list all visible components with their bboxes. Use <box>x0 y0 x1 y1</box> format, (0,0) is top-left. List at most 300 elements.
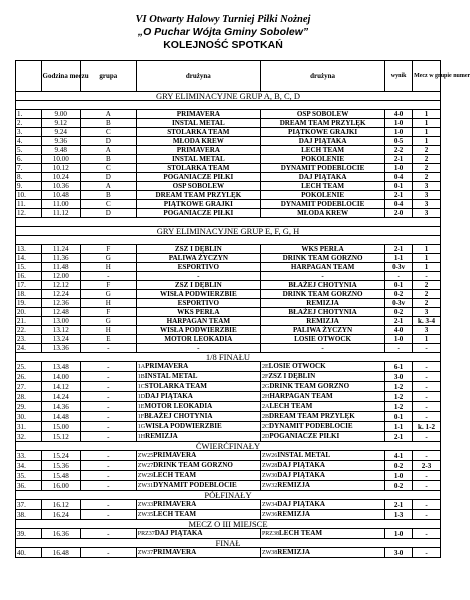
match-result: 2-1 <box>385 155 413 164</box>
match-time: 16.12 <box>41 500 80 510</box>
match-row <box>16 272 441 281</box>
team1-cell <box>136 471 260 481</box>
team2-cell <box>260 481 384 491</box>
team-name: LECH TEAM <box>153 471 197 479</box>
team2-cell <box>260 173 384 182</box>
match-number: 14. <box>16 254 42 263</box>
match-in-group: 1 <box>413 254 441 263</box>
team1-cell <box>136 254 260 263</box>
match-number: 27. <box>16 382 42 392</box>
match-group: - <box>81 481 137 491</box>
team1-cell <box>136 299 260 308</box>
team1-cell <box>136 272 260 281</box>
match-result: 0-2 <box>385 290 413 299</box>
spacer-cell <box>16 236 441 245</box>
match-result: 0-1 <box>385 281 413 290</box>
match-number: 26. <box>16 372 42 382</box>
team-name: STOLARKA TEAM <box>144 382 207 390</box>
team1-cell <box>136 392 260 402</box>
match-number: 1. <box>16 110 42 119</box>
bracket-code: 2B <box>261 414 269 420</box>
team2-cell <box>260 362 384 372</box>
team-name: PRIMAVERA <box>153 500 197 508</box>
match-group: - <box>81 372 137 382</box>
match-row <box>16 191 441 200</box>
match-result: 2-1 <box>385 500 413 510</box>
match-time: 16.48 <box>41 548 80 558</box>
match-group: H <box>81 299 137 308</box>
team1-cell <box>136 263 260 272</box>
match-result: 1-0 <box>385 529 413 539</box>
team-name: WKS PERŁA <box>177 308 220 316</box>
match-row <box>16 173 441 182</box>
team-name: PRIMAVERA <box>176 146 220 154</box>
match-in-group: - <box>413 548 441 558</box>
match-group: D <box>81 209 137 218</box>
team-name: DREAM TEAM PRZYLĘK <box>155 191 242 199</box>
match-row <box>16 432 441 442</box>
team2-cell <box>260 500 384 510</box>
match-in-group: 2 <box>413 164 441 173</box>
bracket-code: ZW37 <box>137 550 154 556</box>
match-result: 1-0 <box>385 335 413 344</box>
team-name: BŁAŻEJ CHOTYNIA <box>288 281 357 289</box>
team-name: DAJ PIĄTAKA <box>298 173 347 181</box>
match-result: 0-3v <box>385 299 413 308</box>
team2-cell <box>260 245 384 254</box>
match-number: 32. <box>16 432 42 442</box>
match-group: A <box>81 182 137 191</box>
match-in-group: 1 <box>413 128 441 137</box>
match-time: 14.48 <box>41 412 80 422</box>
match-row <box>16 146 441 155</box>
bracket-code: 2A <box>261 404 270 410</box>
match-group: F <box>81 245 137 254</box>
team2-cell <box>260 372 384 382</box>
match-time: 11.12 <box>41 209 80 218</box>
match-result: 2-0 <box>385 209 413 218</box>
match-time: 12.00 <box>41 272 80 281</box>
team-name: - <box>197 272 200 280</box>
match-in-group: - <box>413 471 441 481</box>
team-name: - <box>321 344 324 352</box>
match-time: 10.00 <box>41 155 80 164</box>
team2-cell <box>260 471 384 481</box>
match-number: 36. <box>16 481 42 491</box>
team-name: ZSZ I DĘBLIN <box>174 281 222 289</box>
match-result: 2-1 <box>385 191 413 200</box>
column-header-match: Mecz w grupie numer <box>413 61 441 92</box>
team-name: INSTAL METAL <box>277 451 331 459</box>
match-group: - <box>81 461 137 471</box>
match-group: G <box>81 317 137 326</box>
team1-cell <box>136 382 260 392</box>
team-name: HARPAGAN TEAM <box>269 392 333 400</box>
match-group: A <box>81 110 137 119</box>
match-row <box>16 335 441 344</box>
bracket-code: 2F <box>261 374 269 380</box>
team-name: DAJ PIĄTAKA <box>145 392 193 400</box>
team1-cell <box>136 422 260 432</box>
match-in-group: - <box>413 372 441 382</box>
team2-cell <box>260 548 384 558</box>
team-name: HARPAGAN TEAM <box>166 317 231 325</box>
team2-cell <box>260 317 384 326</box>
team-name: REMIZJA <box>277 510 311 518</box>
team1-cell <box>136 164 260 173</box>
team2-cell <box>260 510 384 520</box>
match-row <box>16 451 441 461</box>
match-time: 9.00 <box>41 110 80 119</box>
match-group: - <box>81 362 137 372</box>
match-time: 11.48 <box>41 263 80 272</box>
match-time: 11.36 <box>41 254 80 263</box>
team2-cell <box>260 281 384 290</box>
bracket-code: ZW38 <box>261 550 278 556</box>
match-in-group: 2 <box>413 281 441 290</box>
match-time: 11.00 <box>41 200 80 209</box>
match-row <box>16 326 441 335</box>
match-group: E <box>81 335 137 344</box>
match-group: B <box>81 119 137 128</box>
match-number: 29. <box>16 402 42 412</box>
team-name: ZSZ I DĘBLIN <box>174 245 222 253</box>
team-name: MŁODA KREW <box>297 209 349 217</box>
match-in-group: 1 <box>413 137 441 146</box>
team-name: HARPAGAN TEAM <box>290 263 355 271</box>
section-row <box>16 520 441 529</box>
match-result: 1-1 <box>385 422 413 432</box>
bracket-code: 1E <box>137 404 145 410</box>
team1-cell <box>136 155 260 164</box>
match-row <box>16 471 441 481</box>
team-name: LOSIE OTWOCK <box>294 335 352 343</box>
match-time: 12.12 <box>41 281 80 290</box>
team1-cell <box>136 500 260 510</box>
team-name: STOLARKA TEAM <box>167 128 230 136</box>
team1-cell <box>136 200 260 209</box>
match-in-group: 1 <box>413 263 441 272</box>
spacer-cell <box>16 101 441 110</box>
match-row <box>16 548 441 558</box>
team2-cell <box>260 254 384 263</box>
team-name: PALIWA ŻYCZYN <box>168 254 228 262</box>
team-name: ESPORTIVO <box>177 299 220 307</box>
team1-cell <box>136 461 260 471</box>
team1-cell <box>136 245 260 254</box>
match-number: 21. <box>16 317 42 326</box>
match-number: 19. <box>16 299 42 308</box>
team-name: PALIWA ŻYCZYN <box>292 326 353 334</box>
team-name: REMIZJA <box>277 548 311 556</box>
team-name: ZSZ I DĘBLIN <box>268 372 316 380</box>
match-in-group: 2 <box>413 299 441 308</box>
bracket-code: 2E <box>261 364 269 370</box>
match-number: 31. <box>16 422 42 432</box>
schedule-title: KOLEJNOŚĆ SPOTKAŃ <box>163 39 283 51</box>
match-time: 13.36 <box>41 344 80 353</box>
cup-title: „O Puchar Wójta Gminy Sobolew” <box>137 26 309 38</box>
team2-cell <box>260 119 384 128</box>
match-number: 12. <box>16 209 42 218</box>
team2-cell <box>260 461 384 471</box>
team-name: PRIMAVERA <box>153 548 197 556</box>
match-number: 25. <box>16 362 42 372</box>
match-time: 11.24 <box>41 245 80 254</box>
team-name: REMIZJA <box>306 299 339 307</box>
match-result: 4-0 <box>385 326 413 335</box>
team1-cell <box>136 510 260 520</box>
team1-cell <box>136 451 260 461</box>
match-time: 16.24 <box>41 510 80 520</box>
match-in-group: - <box>413 362 441 372</box>
match-result: - <box>385 344 413 353</box>
bracket-code: 1G <box>137 424 146 430</box>
match-time: 12.24 <box>41 290 80 299</box>
team1-cell <box>136 481 260 491</box>
team1-cell <box>136 335 260 344</box>
match-group: - <box>81 471 137 481</box>
bracket-code: 1C <box>137 384 145 390</box>
match-number: 16. <box>16 272 42 281</box>
match-time: 14.12 <box>41 382 80 392</box>
bracket-code: ZW29 <box>137 473 154 479</box>
bracket-code: 1B <box>137 374 145 380</box>
match-number: 35. <box>16 471 42 481</box>
match-group: G <box>81 290 137 299</box>
match-row <box>16 317 441 326</box>
match-in-group: - <box>413 481 441 491</box>
match-time: 13.48 <box>41 362 80 372</box>
column-header-team2: drużyna <box>260 61 384 92</box>
match-group: - <box>81 422 137 432</box>
match-time: 14.00 <box>41 372 80 382</box>
bracket-code: 2C <box>261 424 269 430</box>
match-result: 4-0 <box>385 110 413 119</box>
match-number: 15. <box>16 263 42 272</box>
section-title: MECZ O III MIEJSCE <box>16 520 441 529</box>
match-result: 0-2 <box>385 461 413 471</box>
match-row <box>16 382 441 392</box>
team1-cell <box>136 432 260 442</box>
team1-cell <box>136 209 260 218</box>
team-name: WISŁA PODWIERZBIE <box>160 326 237 334</box>
team1-cell <box>136 119 260 128</box>
match-time: 15.24 <box>41 451 80 461</box>
team1-cell <box>136 290 260 299</box>
section-title: GRY ELIMINACYJNE GRUP A, B, C, D <box>16 92 441 101</box>
match-result: - <box>385 272 413 281</box>
match-row <box>16 412 441 422</box>
match-number: 7. <box>16 164 42 173</box>
team-name: OSP SOBOLEW <box>296 110 349 118</box>
bracket-code: 2G <box>261 384 270 390</box>
team-name: BŁAŻEJ CHOTYNIA <box>288 308 357 316</box>
match-time: 9.48 <box>41 146 80 155</box>
team-name: POGANIACZE PIŁKI <box>163 173 234 181</box>
match-in-group: 3 <box>413 308 441 317</box>
match-result: 1-0 <box>385 128 413 137</box>
table-body <box>16 92 441 558</box>
team1-cell <box>136 191 260 200</box>
match-group: H <box>81 263 137 272</box>
match-result: 0-4 <box>385 173 413 182</box>
team-name: OSP SOBOLEW <box>172 182 225 190</box>
match-time: 14.24 <box>41 392 80 402</box>
match-in-group: 1 <box>413 335 441 344</box>
match-number: 18. <box>16 290 42 299</box>
team-name: POGANIACZE PIŁKI <box>163 209 234 217</box>
match-row <box>16 128 441 137</box>
match-number: 23. <box>16 335 42 344</box>
match-result: 3-0 <box>385 548 413 558</box>
match-result: 0-4 <box>385 200 413 209</box>
bracket-code: 1D <box>137 394 146 400</box>
team-name: LECH TEAM <box>301 146 345 154</box>
bracket-code: ZW27 <box>137 463 154 469</box>
match-row <box>16 281 441 290</box>
match-group: - <box>81 392 137 402</box>
spacer-row <box>16 101 441 110</box>
match-in-group: - <box>413 392 441 402</box>
bracket-code: ZW31 <box>137 483 154 489</box>
match-time: 10.48 <box>41 191 80 200</box>
match-result: 1-0 <box>385 119 413 128</box>
match-in-group: 2 <box>413 173 441 182</box>
section-title: ĆWIERĆFINAŁY <box>16 442 441 451</box>
match-time: 9.24 <box>41 128 80 137</box>
match-group: F <box>81 281 137 290</box>
match-in-group: 3 <box>413 200 441 209</box>
match-number: 4. <box>16 137 42 146</box>
match-time: 15.12 <box>41 432 80 442</box>
column-header-time: Godzina meczu <box>41 61 80 92</box>
match-row <box>16 500 441 510</box>
match-row <box>16 372 441 382</box>
match-number: 17. <box>16 281 42 290</box>
match-group: - <box>81 402 137 412</box>
column-header-lp <box>16 61 42 92</box>
table-header <box>16 61 470 92</box>
match-number: 8. <box>16 173 42 182</box>
match-result: 2-1 <box>385 245 413 254</box>
team2-cell <box>260 335 384 344</box>
team-name: LECH TEAM <box>278 529 323 537</box>
match-result: 4-1 <box>385 451 413 461</box>
match-group: G <box>81 254 137 263</box>
match-in-group: 3 <box>413 182 441 191</box>
match-time: 10.12 <box>41 164 80 173</box>
team-name: DRINK TEAM GORZNO <box>269 382 350 390</box>
section-row <box>16 353 441 362</box>
match-time: 13.12 <box>41 326 80 335</box>
team2-cell <box>260 422 384 432</box>
team1-cell <box>136 128 260 137</box>
match-group: - <box>81 382 137 392</box>
team2-cell <box>260 263 384 272</box>
match-number: 38. <box>16 510 42 520</box>
team1-cell <box>136 308 260 317</box>
match-result: 0-1 <box>385 412 413 422</box>
team1-cell <box>136 173 260 182</box>
match-in-group: k. 3-4 <box>413 317 441 326</box>
match-row <box>16 182 441 191</box>
match-result: 1-0 <box>385 471 413 481</box>
match-result: 1-2 <box>385 382 413 392</box>
match-group: - <box>81 500 137 510</box>
team-name: WKS PERŁA <box>301 245 344 253</box>
match-time: 10.24 <box>41 173 80 182</box>
match-number: 10. <box>16 191 42 200</box>
match-row <box>16 245 441 254</box>
match-result: 0-1 <box>385 182 413 191</box>
team1-cell <box>136 326 260 335</box>
match-row <box>16 263 441 272</box>
team-name: POKOLENIE <box>301 155 345 163</box>
match-number: 34. <box>16 461 42 471</box>
team-name: DAJ PIĄTAKA <box>298 137 347 145</box>
team-name: BŁAŻEJ CHOTYNIA <box>144 412 213 420</box>
match-number: 40. <box>16 548 42 558</box>
match-result: 0-3v <box>385 263 413 272</box>
team-name: LECH TEAM <box>269 402 313 410</box>
team-name: DRINK TEAM GORZNO <box>153 461 233 469</box>
match-row <box>16 110 441 119</box>
team2-cell <box>260 432 384 442</box>
section-title: GRY ELIMINACYJNE GRUP E, F, G, H <box>16 227 441 236</box>
match-result: 0-2 <box>385 308 413 317</box>
column-header-team1: drużyna <box>136 61 260 92</box>
match-number: 22. <box>16 326 42 335</box>
match-row <box>16 422 441 432</box>
bracket-code: ZW33 <box>137 502 154 508</box>
match-number: 28. <box>16 392 42 402</box>
match-row <box>16 402 441 412</box>
team1-cell <box>136 372 260 382</box>
match-in-group: 2 <box>413 146 441 155</box>
match-group: - <box>81 432 137 442</box>
match-in-group: 3 <box>413 326 441 335</box>
match-number: 6. <box>16 155 42 164</box>
team2-cell <box>260 110 384 119</box>
team2-cell <box>260 182 384 191</box>
team2-cell <box>260 137 384 146</box>
document-header <box>0 0 446 52</box>
team-name: DREAM TEAM PRZYLĘK <box>268 412 355 420</box>
match-group: A <box>81 146 137 155</box>
team1-cell <box>136 402 260 412</box>
match-number: 3. <box>16 128 42 137</box>
match-in-group: - <box>413 451 441 461</box>
team2-cell <box>260 146 384 155</box>
team2-cell <box>260 326 384 335</box>
match-result: 0-5 <box>385 137 413 146</box>
team-name: DRINK TEAM GORZNO <box>282 290 363 298</box>
team-name: ESPORTIVO <box>177 263 220 271</box>
match-row <box>16 137 441 146</box>
match-group: - <box>81 344 137 353</box>
bracket-code: 2H <box>261 394 270 400</box>
team-name: PRIMAVERA <box>145 362 189 370</box>
match-row <box>16 119 441 128</box>
section-title: PÓŁFINAŁY <box>16 491 441 500</box>
bracket-code: ZW26 <box>261 453 278 459</box>
team-name: DYNAMIT PODEBLOCIE <box>268 422 353 430</box>
bracket-code: PRZ38 <box>261 531 279 537</box>
match-row <box>16 461 441 471</box>
match-result: 0-2 <box>385 481 413 491</box>
match-group: - <box>81 412 137 422</box>
